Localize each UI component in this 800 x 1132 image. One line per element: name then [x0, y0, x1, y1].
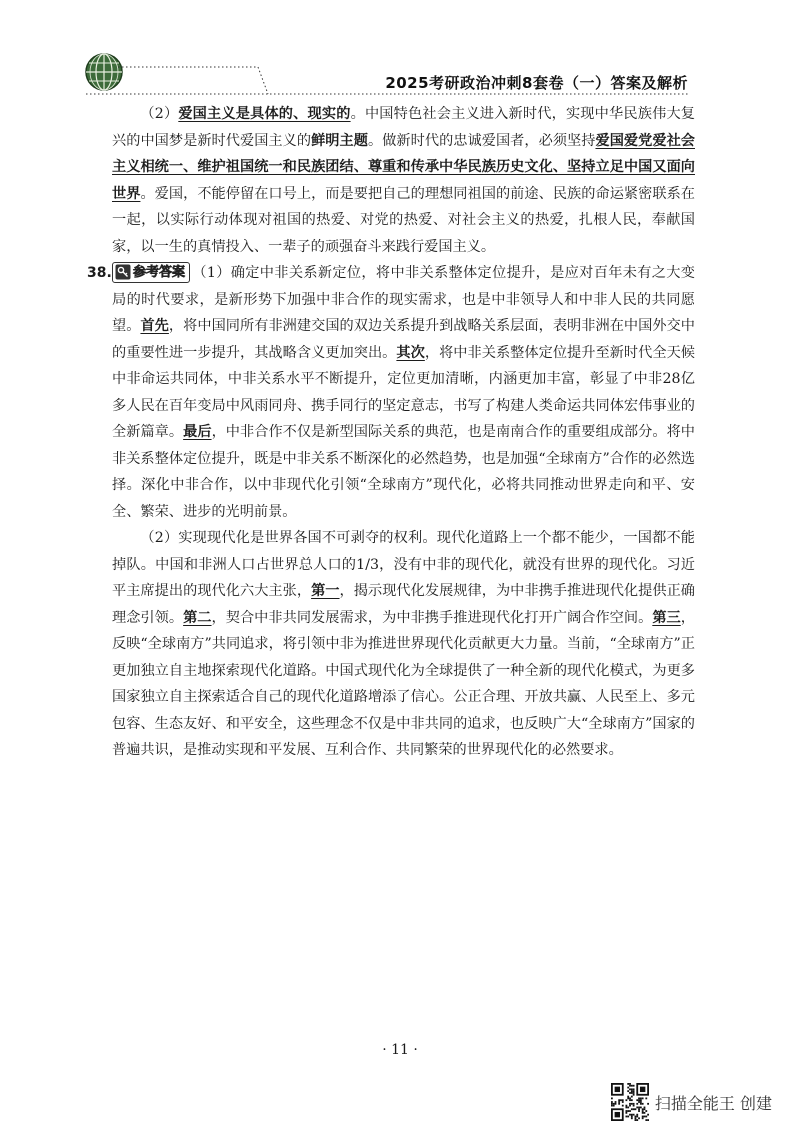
paragraph-patriotism: [112, 101, 695, 260]
body-text: （2）实现现代化是世界各国不可剥夺的权利。现代化道路上一个都不能少，一国都不能掉队。中国和非洲人口占世界总人口的1/3，没有中非的现代化，就没有世界的现代化。习近平主席提出的现代化六大主张，: [112, 530, 695, 599]
emphasis-text: 第三: [652, 609, 681, 626]
body-text: 。中国特色社会主义进入新时代，实现中华民族伟大复兴的中国梦是新时代爱国主义的: [112, 106, 695, 149]
badge-label: 参考答案: [133, 264, 186, 280]
question-38: [87, 260, 695, 525]
body-text: 。做新时代的忠诚爱国者，必须坚持: [367, 132, 596, 149]
question-number: 38.: [87, 265, 112, 281]
reference-answer-badge: [112, 262, 190, 283]
body-text: ，将中国同所有非洲建交国的双边关系提升到战略关系层面，表明非洲在中国外交中的重要性进一步提升，其战略含义更加突出。: [112, 318, 695, 361]
emphasis-text: 爱国爱党爱社会主义相统一、维护祖国统一和民族团结、尊重和传承中华民族历史文化、坚持立足中国又面向世界: [112, 132, 695, 202]
body-text: ，中非合作不仅是新型国际关系的典范，也是南南合作的重要组成部分。将中非关系整体定位提升，既是中非关系不断深化的必然趋势，也是加强“全球南方”合作的必然选择。深化中非合作，以中非现代化引领“全球南方”现代化，必将共同推动世界走向和平、安全、繁荣、进步的光明前景。: [112, 424, 695, 520]
qr-code-icon: [611, 1083, 649, 1121]
key-icon: [115, 264, 131, 280]
emphasis-text: 第二: [183, 609, 212, 626]
paragraph-china-africa-2: [112, 525, 695, 764]
emphasis-text: 首先: [140, 318, 169, 334]
emphasis-text: 其次: [396, 344, 425, 361]
body-text: ，揭示现代化发展规律，为中非携手推进现代化提供正确理念引领。: [112, 583, 695, 626]
emphasis-text: 最后: [183, 424, 212, 440]
emphasis-text: 第一: [311, 583, 340, 599]
body-text: 。爱国，不能停留在口号上，而是要把自己的理想同祖国的前途、民族的命运紧密联系在一起，以实际行动体现对祖国的热爱、对党的热爱、对社会主义的热爱，扎根人民，奉献国家，以一生的真情投入、一辈子的顽强奋斗来践行爱国主义。: [112, 185, 695, 255]
scanner-watermark: [611, 1083, 772, 1121]
answer-content: [87, 101, 695, 764]
body-text: ，将中非关系整体定位提升至新时代全天候中非命运共同体，中非关系水平不断提升，定位更加清晰，内涵更加丰富，彰显了中非28亿多人民在百年变局中风雨同舟、携手同行的坚定意志，书写了构建人类命运共同体宏伟事业的全新篇章。: [112, 344, 695, 440]
emphasis-text: 爱国主义是具体的、现实的: [178, 106, 351, 122]
watermark-text: 扫描全能王 创建: [654, 1093, 772, 1113]
body-text: （2）: [140, 106, 179, 122]
body-text: ，反映“全球南方”共同追求，将引领中非为推进世界现代化贡献更大力量。当前，“全球南方”正更加独立自主地探索现代化道路。中国式现代化为全球提供了一种全新的现代化模式，为更多国家独立自主探索适合自己的现代化道路增添了信心。公正合理、开放共赢、人民至上、多元包容、生态友好、和平安全，这些理念不仅是中非共同的追求，也反映广大“全球南方”国家的普遍共识，是推动实现和平发展、互利合作、共同繁荣的世界现代化的必然要求。: [112, 609, 695, 758]
body-text: （1）确定中非关系新定位，将中非关系整体定位提升，是应对百年未有之大变局的时代要求，是新形势下加强中非合作的现实需求，也是中非领导人和中非人民的共同愿望。: [112, 265, 695, 334]
paragraph-china-africa-1: [112, 260, 695, 525]
page-number: · 11 ·: [382, 1042, 418, 1058]
body-text: ，契合中非共同发展需求，为中非携手推进现代化打开广阔合作空间。: [211, 609, 653, 626]
emphasis-text: 鲜明主题: [311, 132, 368, 149]
header-title: 2025考研政治冲刺8套卷（一）答案及解析: [385, 74, 688, 92]
page-header: [0, 0, 800, 100]
